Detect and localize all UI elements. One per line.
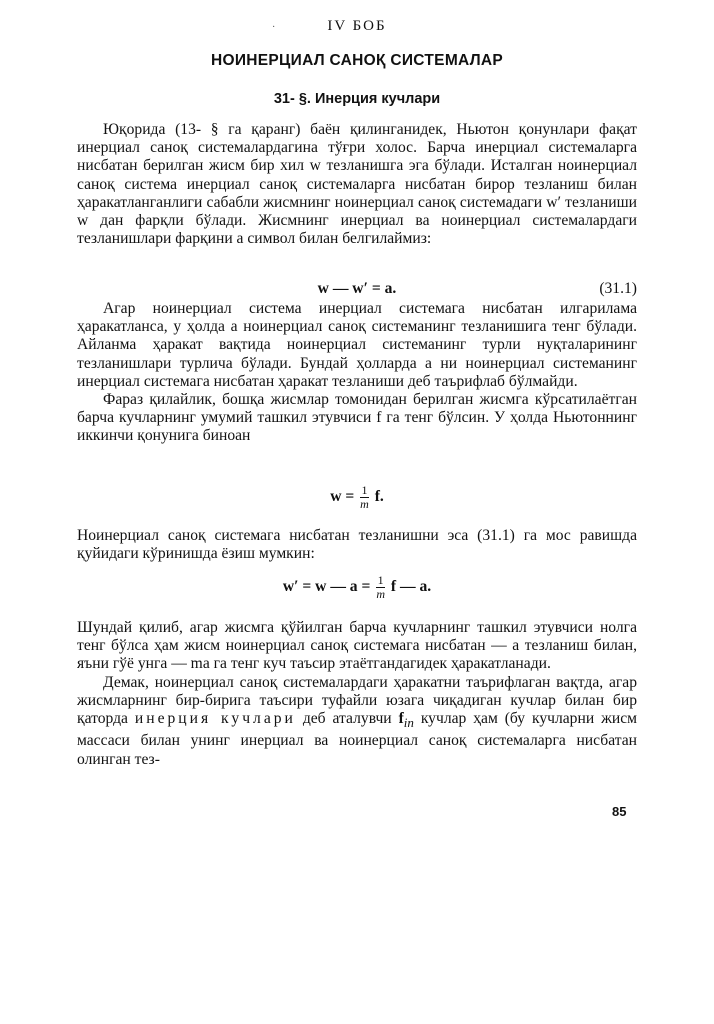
- paragraph-4b-start: Демак, ноинерциал саноқ системалардаги ҳаракатни таърифлаган вақтда, агар жисмларнинг бир-бирига таъсири туфайли юзага чиқадиган кучлар билан бир қаторда: [77, 673, 637, 728]
- equation-2-left: w =: [330, 488, 355, 506]
- chapter-heading: IV БОБ: [327, 18, 387, 34]
- equation-3-right: f — a.: [390, 578, 432, 596]
- paragraph-4b: [77, 674, 637, 769]
- fraction-1-over-m: [376, 574, 385, 601]
- force-symbol-f: f: [398, 710, 404, 728]
- equation-noninertial-acceleration: [77, 574, 637, 601]
- fraction-1-over-m: [360, 484, 369, 511]
- paragraph-3-text: Ноинерциал саноқ системага нисбатан тезланишни эса (31.1) га мос равишда қуйидаги кўринишда ёзиш мумкин:: [77, 527, 637, 563]
- force-subscript-in: in: [403, 715, 414, 731]
- section-title: 31- §. Инерция кучлари: [273, 91, 441, 107]
- paragraph-3: [77, 527, 637, 563]
- stray-mark: ·: [272, 22, 276, 33]
- fraction-numerator: 1: [377, 573, 384, 587]
- equation-31-1-number: (31.1): [599, 280, 637, 297]
- inertia-forces-term: инерция кучлари: [134, 710, 296, 728]
- paragraph-2a-text: Агар ноинерциал система инерциал системага нисбатан илгарилама ҳаракатланса, у ҳолда a ноинерциал саноқ системанинг тезланишига тенг бўлади. Айланма ҳаракат вақтида ноинерциал системанинг турли нуқталарининг тезланишлари турлича бўлади. Бундай ҳолларда a ни ноинерциал системанинг инерциал системага нисбатан ҳаракат тезланиши деб таърифлаб бўлмайди.: [77, 300, 637, 390]
- equation-newton-second-law: [77, 484, 637, 511]
- paragraph-2b-text: Фараз қилайлик, бошқа жисмлар томонидан берилган жисмга кўрсатилаётган барча кучларнинг умумий ташкил этувчиси f га тенг бўлсин. У ҳолда Ньютоннинг иккинчи қонунига биноан: [77, 391, 637, 445]
- paragraph-4: [77, 619, 637, 769]
- paragraph-4b-mid: деб аталувчи: [302, 710, 392, 728]
- paragraph-4b-end: кучлар ҳам (бу кучларни жисм массаси билан унинг инерциал ва ноинерциал саноқ системаларга нисбатан олинган тез-: [77, 710, 637, 768]
- paragraph-4a-text: Шундай қилиб, агар жисмга қўйилган барча кучларнинг ташкил этувчиси нолга тенг бўлса ҳам жисм ноинерциал саноқ системага нисбатан — a тезланиш билан, яъни гўё унга — ma га тенг куч таъсир этаётгандагидек ҳаракатланади.: [77, 619, 637, 673]
- equation-3-left: w′ = w — a =: [282, 578, 371, 596]
- equation-31-1-body: w — w′ = a.: [317, 280, 397, 297]
- fraction-numerator: 1: [361, 483, 368, 497]
- paragraph-1: [77, 121, 637, 248]
- paragraph-1-text: Юқорида (13- § га қаранг) баён қилинганидек, Ньютон қонунлари фақат инерциал саноқ системалардагина тўғри холос. Барча инерциал системаларга нисбатан берилган жисм бир хил w тезланишга эга бўлади. Исталган ноинерциал саноқ система инерциал саноқ системаларга нисбатан бирор тезланиш билан ҳаракатланганлиги сабабли жисмнинг ноинерциал саноқ системадаги w′ тезланиши w дан фарқли бўлади. Жисмнинг инерциал ва ноинерциал системалардаги тезланишлари фарқини a символ билан белгилаймиз:: [77, 121, 637, 248]
- equation-2-right: f.: [374, 488, 384, 506]
- paragraph-2: [77, 300, 637, 446]
- fraction-denominator: m: [360, 497, 369, 511]
- equation-31-1: [77, 280, 637, 298]
- chapter-title: НОИНЕРЦИАЛ САНОҚ СИСТЕМАЛАР: [210, 52, 504, 69]
- page-number: 85: [612, 804, 627, 819]
- fraction-denominator: m: [376, 587, 385, 601]
